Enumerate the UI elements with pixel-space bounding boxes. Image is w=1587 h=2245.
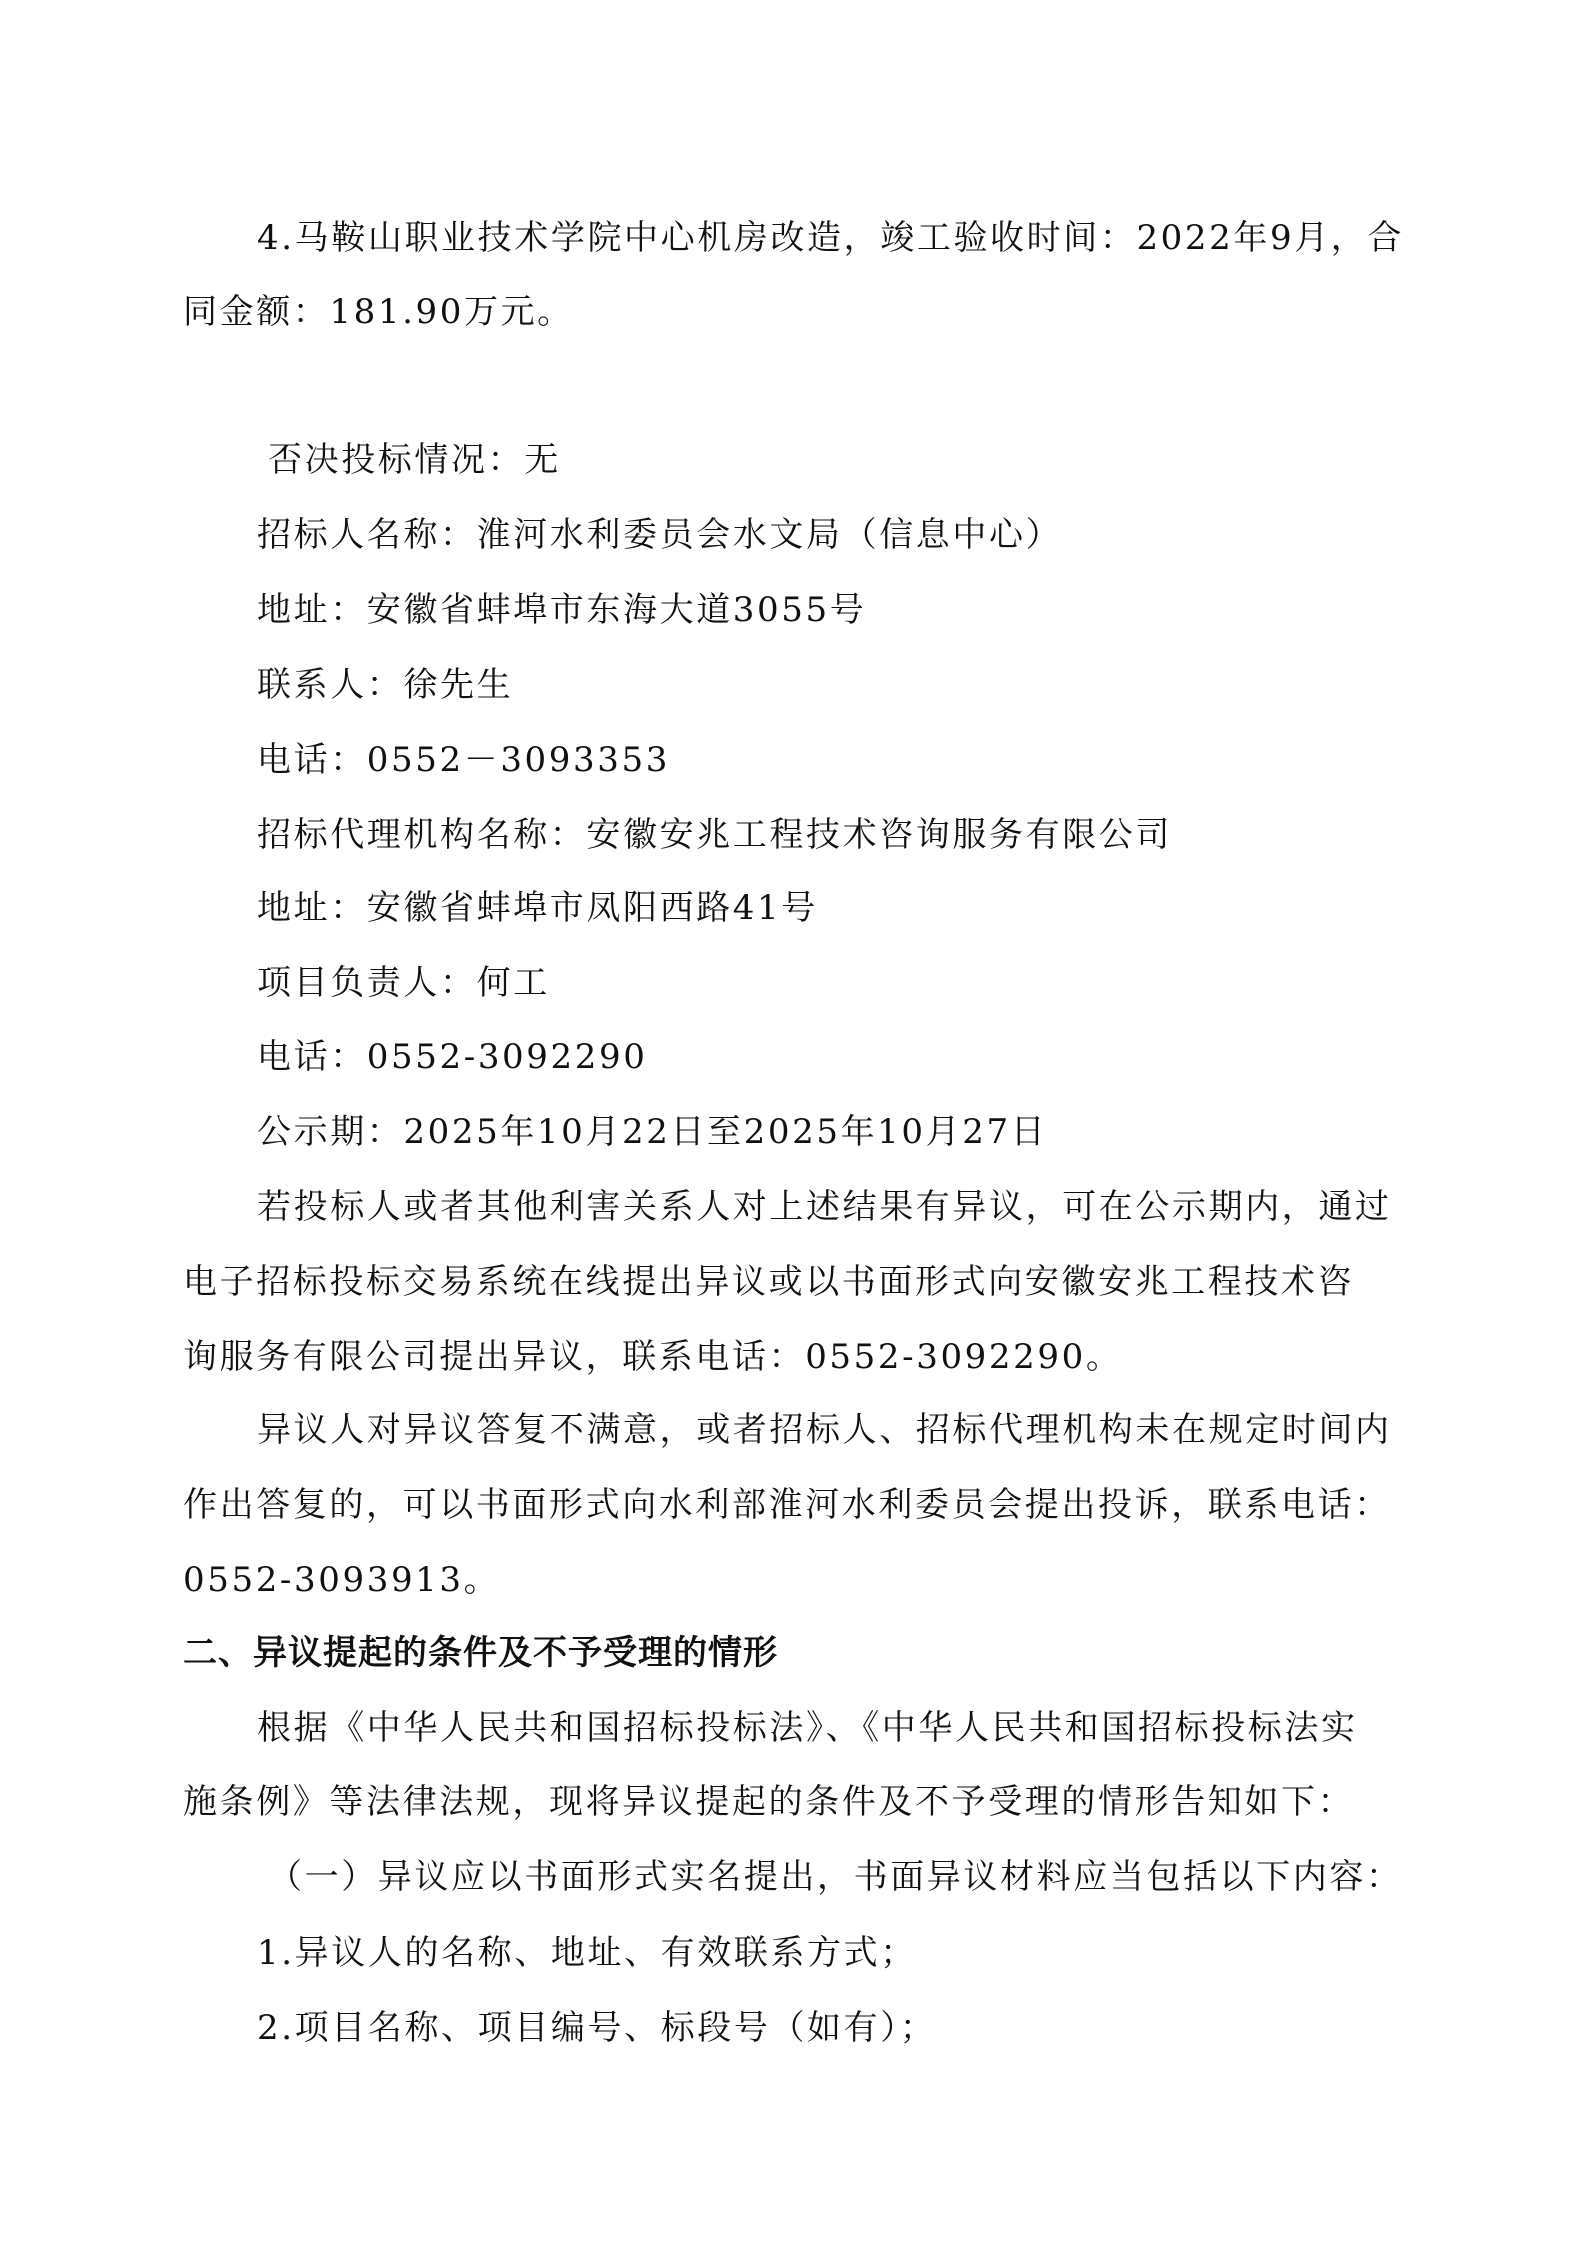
agency-name: 招标代理机构名称：安徽安兆工程技术咨询服务有限公司 — [257, 815, 1172, 855]
tenderer-phone: 电话：0552－3093353 — [257, 740, 670, 780]
section-heading: 二、异议提起的条件及不予受理的情形 — [183, 1633, 778, 1673]
legal-basis-line-1: 根据《中华人民共和国招标投标法》、《中华人民共和国招标投标法实 — [257, 1708, 1358, 1748]
list-item-1: 1.异议人的名称、地址、有效联系方式； — [257, 1933, 917, 1973]
complaint-paragraph-line-1: 异议人对异议答复不满意，或者招标人、招标代理机构未在规定时间内 — [257, 1410, 1392, 1450]
paragraph-line-contract-amount: 同金额：181.90万元。 — [183, 292, 574, 332]
subsection-1-title: （一）异议应以书面形式实名提出，书面异议材料应当包括以下内容： — [268, 1857, 1403, 1897]
tenderer-contact: 联系人：徐先生 — [257, 665, 514, 705]
rejected-bids-status: 否决投标情况：无 — [268, 440, 561, 480]
project-manager: 项目负责人：何工 — [257, 963, 550, 1003]
tenderer-address: 地址：安徽省蚌埠市东海大道3055号 — [257, 590, 867, 630]
legal-basis-line-2: 施条例》等法律法规，现将异议提起的条件及不予受理的情形告知如下： — [183, 1782, 1355, 1822]
tenderer-name: 招标人名称：淮河水利委员会水文局（信息中心） — [257, 515, 1063, 555]
complaint-paragraph-line-3: 0552-3093913。 — [183, 1560, 501, 1600]
objection-paragraph-line-2: 电子招标投标交易系统在线提出异议或以书面形式向安徽安兆工程技术咨 — [183, 1262, 1355, 1302]
objection-paragraph-line-3: 询服务有限公司提出异议，联系电话：0552-3092290。 — [183, 1337, 1123, 1377]
agency-phone: 电话：0552-3092290 — [257, 1037, 648, 1077]
list-item-2: 2.项目名称、项目编号、标段号（如有）； — [257, 2008, 937, 2048]
publicity-period: 公示期：2025年10月22日至2025年10月27日 — [257, 1112, 1048, 1152]
agency-address: 地址：安徽省蚌埠市凤阳西路41号 — [257, 888, 818, 928]
complaint-paragraph-line-2: 作出答复的，可以书面形式向水利部淮河水利委员会提出投诉，联系电话： — [183, 1485, 1391, 1525]
paragraph-line-project-4: 4.马鞍山职业技术学院中心机房改造，竣工验收时间：2022年9月，合 — [257, 218, 1404, 258]
objection-paragraph-line-1: 若投标人或者其他利害关系人对上述结果有异议，可在公示期内，通过 — [257, 1187, 1392, 1227]
